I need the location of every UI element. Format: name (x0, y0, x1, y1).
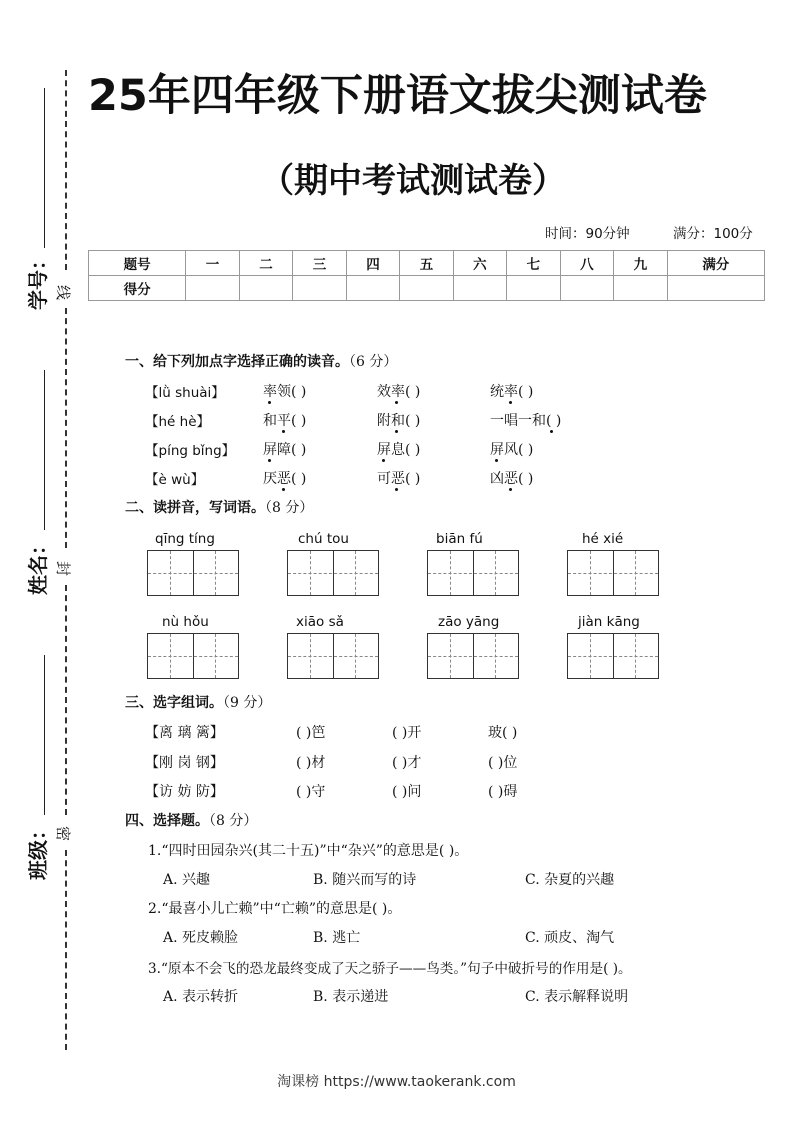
score-cell: 四 (346, 251, 399, 276)
score-input-cell[interactable] (507, 276, 560, 301)
s1-row2-item2[interactable]: 附和( ) (377, 413, 421, 429)
footer-watermark[interactable]: 淘课榜 https://www.taokerank.com (277, 1074, 516, 1090)
s1-row1-pinyin: 【lǜ shuài】 (145, 385, 225, 401)
s1-row1-item1[interactable]: 率领( ) (263, 384, 307, 400)
s3-row2-item3[interactable]: ( )位 (488, 755, 518, 771)
score-input-cell[interactable] (239, 276, 292, 301)
exam-full-score: 满分：100分 (673, 226, 753, 242)
s2-pinyin-8: jiàn kāng (578, 614, 640, 630)
score-cell: 八 (560, 251, 613, 276)
s4-q2-option-b[interactable]: B. 逃亡 (313, 930, 361, 946)
s2-pinyin-7: zāo yāng (438, 614, 500, 630)
s1-row4-item2[interactable]: 可恶( ) (377, 471, 421, 487)
binding-dashed-line-bottom (65, 850, 67, 1050)
section2-points: （8 分） (265, 500, 314, 516)
section4-title-text: 四、选择题。 (125, 813, 209, 829)
section1-points: （6 分） (349, 354, 398, 370)
s1-row3-item1[interactable]: 屏障( ) (263, 442, 307, 458)
section2-title-text: 二、读拼音，写词语。 (125, 500, 265, 516)
banji-label: 班级： (26, 820, 50, 880)
score-input-cell[interactable] (667, 276, 764, 301)
s2-pinyin-5: nù hǒu (162, 614, 209, 630)
section1-title-text: 一、给下列加点字选择正确的读音。 (125, 354, 349, 370)
s4-q1-option-a[interactable]: A. 兴趣 (163, 872, 211, 888)
score-cell: 六 (453, 251, 506, 276)
writing-grid-8[interactable] (567, 633, 659, 679)
s2-pinyin-1: qīng tíng (155, 531, 215, 547)
s1-row3-item2[interactable]: 屏息( ) (377, 442, 421, 458)
binding-word-mi: 密 (54, 825, 73, 842)
score-cell: 一 (186, 251, 239, 276)
writing-grid-7[interactable] (427, 633, 519, 679)
s2-pinyin-2: chú tou (298, 531, 349, 547)
score-input-cell[interactable] (560, 276, 613, 301)
binding-dashed-line-mid2 (65, 585, 67, 815)
writing-grid-5[interactable] (147, 633, 239, 679)
banji-line (44, 655, 45, 815)
s1-row2-item1[interactable]: 和平( ) (263, 413, 307, 429)
score-input-cell[interactable] (400, 276, 453, 301)
section3-points: （9 分） (223, 695, 272, 711)
score-row-label: 得分 (89, 276, 186, 301)
s1-row2-pinyin: 【hé hè】 (145, 414, 211, 430)
page-title: 25年四年级下册语文拔尖测试卷 (88, 71, 707, 121)
score-input-cell[interactable] (614, 276, 667, 301)
s3-row1-item3[interactable]: 玻( ) (488, 725, 518, 741)
s1-row4-pinyin: 【è wù】 (145, 472, 205, 488)
s1-row4-item3[interactable]: 凶恶( ) (490, 471, 534, 487)
s4-q3-option-c[interactable]: C. 表示解释说明 (525, 989, 629, 1005)
s1-row1-item2[interactable]: 效率( ) (377, 384, 421, 400)
score-input-cell[interactable] (453, 276, 506, 301)
s3-row2-item2[interactable]: ( )才 (392, 755, 422, 771)
score-input-cell[interactable] (293, 276, 346, 301)
exam-time: 时间：90分钟 (545, 226, 630, 242)
s3-row3-chars: 【访 妨 防】 (145, 784, 224, 800)
s3-row2-chars: 【刚 岗 钢】 (145, 755, 224, 771)
score-cell: 五 (400, 251, 453, 276)
binding-word-feng: 封 (54, 560, 73, 577)
score-table (88, 250, 765, 301)
s1-row2-item3[interactable]: 一唱一和( ) (490, 413, 562, 429)
section2-title (125, 497, 313, 517)
score-cell: 满分 (667, 251, 764, 276)
xingming-label: 姓名： (26, 535, 50, 595)
s1-row1-item3[interactable]: 统率( ) (490, 384, 534, 400)
s3-row3-item2[interactable]: ( )问 (392, 784, 422, 800)
xuehao-line (44, 88, 45, 248)
s4-q3-option-a[interactable]: A. 表示转折 (163, 989, 239, 1005)
writing-grid-2[interactable] (287, 550, 379, 596)
s2-pinyin-4: hé xié (582, 531, 624, 547)
score-cell: 二 (239, 251, 292, 276)
s3-row2-item1[interactable]: ( )材 (296, 755, 326, 771)
s3-row1-chars: 【离 璃 篱】 (145, 725, 224, 741)
writing-grid-6[interactable] (287, 633, 379, 679)
binding-dashed-line-mid1 (65, 308, 67, 548)
s4-q2-option-a[interactable]: A. 死皮赖脸 (163, 930, 239, 946)
section1-title (125, 351, 397, 371)
page-subtitle: （期中考试测试卷） (260, 161, 566, 201)
s4-q1-option-c[interactable]: C. 杂夏的兴趣 (525, 872, 615, 888)
s1-row3-item3[interactable]: 屏风( ) (490, 442, 534, 458)
writing-grid-3[interactable] (427, 550, 519, 596)
section4-points: （8 分） (209, 813, 258, 829)
s4-q3-option-b[interactable]: B. 表示递进 (313, 989, 389, 1005)
s2-pinyin-6: xiāo sǎ (296, 614, 344, 630)
xingming-line (44, 370, 45, 530)
binding-dashed-line-top (65, 70, 67, 270)
s3-row1-item1[interactable]: ( )笆 (296, 725, 326, 741)
s4-q1: 1.“四时田园杂兴(其二十五)”中“杂兴”的意思是( )。 (148, 843, 469, 859)
xuehao-label: 学号： (26, 250, 50, 310)
writing-grid-1[interactable] (147, 550, 239, 596)
s1-row3-pinyin: 【píng bǐng】 (145, 443, 236, 459)
s2-pinyin-3: biān fú (436, 531, 483, 547)
s4-q2-option-c[interactable]: C. 顽皮、淘气 (525, 930, 615, 946)
binding-word-xian: 线 (54, 284, 73, 301)
s4-q1-option-b[interactable]: B. 随兴而写的诗 (313, 872, 417, 888)
section4-title (125, 810, 257, 830)
s4-q3: 3.“原本不会飞的恐龙最终变成了天之骄子——鸟类。”句子中破折号的作用是( )。 (148, 961, 632, 977)
s1-row4-item1[interactable]: 厌恶( ) (263, 471, 307, 487)
score-table-score-row (89, 276, 765, 301)
score-input-cell[interactable] (186, 276, 239, 301)
score-cell: 题号 (89, 251, 186, 276)
section3-title (125, 692, 271, 712)
score-cell: 三 (293, 251, 346, 276)
writing-grid-4[interactable] (567, 550, 659, 596)
s3-row3-item1[interactable]: ( )守 (296, 784, 326, 800)
s4-q2: 2.“最喜小儿亡赖”中“亡赖”的意思是( )。 (148, 901, 402, 917)
section3-title-text: 三、选字组词。 (125, 695, 223, 711)
score-cell: 九 (614, 251, 667, 276)
score-table-header-row (89, 251, 765, 276)
score-cell: 七 (507, 251, 560, 276)
s3-row1-item2[interactable]: ( )开 (392, 725, 422, 741)
s3-row3-item3[interactable]: ( )碍 (488, 784, 518, 800)
score-input-cell[interactable] (346, 276, 399, 301)
